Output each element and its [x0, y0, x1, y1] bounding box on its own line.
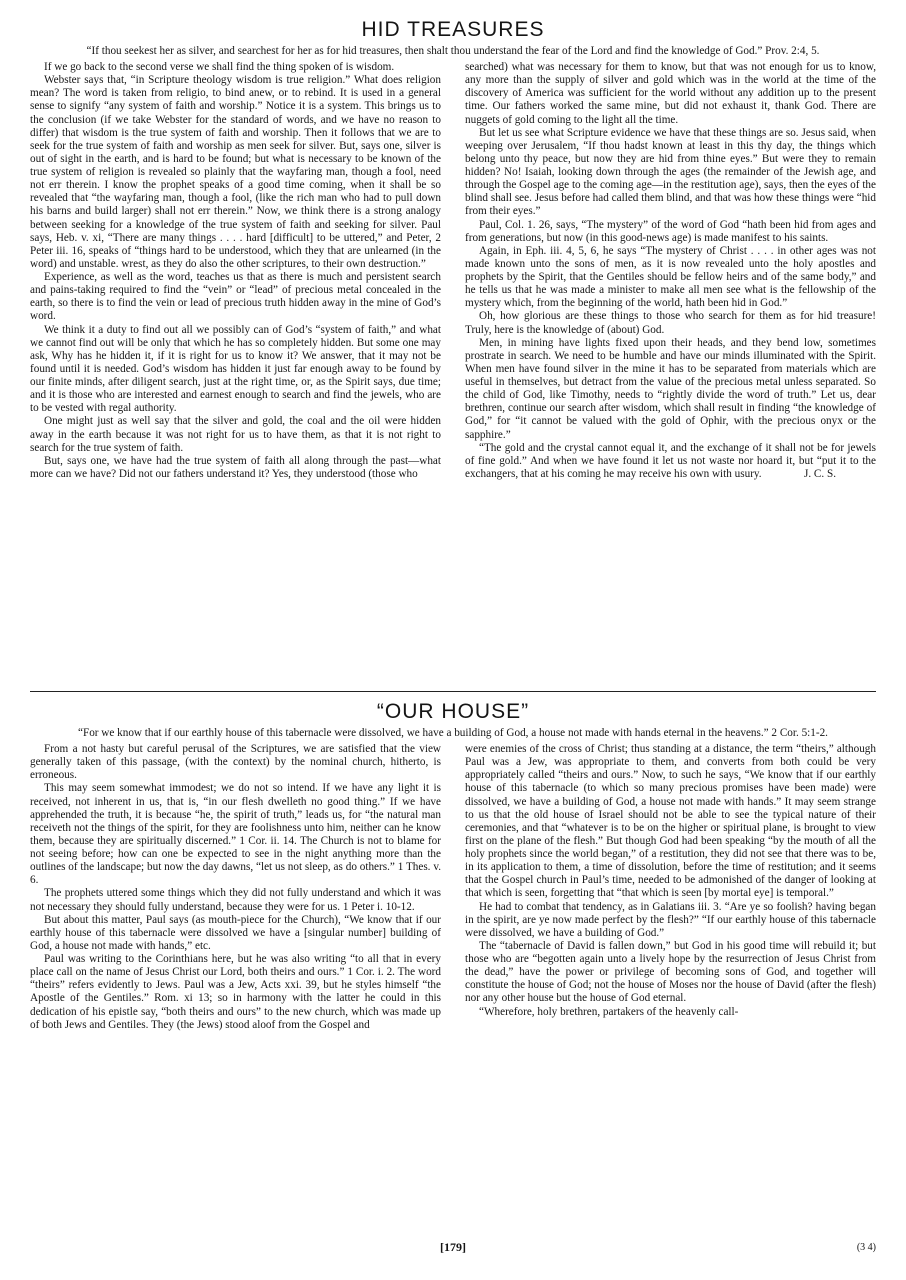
- paragraph: The “tabernacle of David is fallen down,” but God in his good time will rebuild it; but those who are “begotten again unto a lively hope by the resurrection of Jesus Christ from the dead,” have the power or privilege of becoming sons of God, and together will constitute the house of God; not the house of Moses nor the house of David (after the flesh) nor any other house but the house of God eternal.: [465, 939, 876, 1005]
- paragraph: From a not hasty but careful perusal of the Scriptures, we are satisfied that the view generally taken of this passage, (with the context) by the nominal church, hitherto, is erroneous.: [30, 743, 441, 782]
- paragraph: He had to combat that tendency, as in Galatians iii. 3. “Are ye so foolish? having began in the spirit, are ye now made perfect by the flesh?” “If our earthly house of this tabernacle were dissolved, we have a building of God.”: [465, 900, 876, 939]
- article-hid-treasures: [30, 18, 876, 689]
- paragraph: were enemies of the cross of Christ; thus standing at a distance, the term “theirs,” although Paul was a Jew, was appropriate to them, and converts from both could be very appropriately called “theirs and ours.” Now, to such he says, “We know that if our earthly house of this tabernacle (to which so many precious promises have been made) were dissolved, we have a building of God, a house not made with hands.” It may seem strange to us that the old house of Israel should not be able to see the typical nature of their ceremonies, and that “whatever is to be on the higher or spiritual plane, is brought to view first on the plane of the flesh.” But though God had been speaking “by the mouth of all the holy prophets since the world began,” of a restitution, they did not see that there was to be, in its application to them, a time of dissolution, before the time of restitution; and it seems that the Gospel church in Paul’s time, needed to be admonished of the danger of looking at that which is seen, forgetting that “that which is seen [by mortal eye] is temporal.”: [465, 743, 876, 900]
- paragraph: But, says one, we have had the true system of faith all along through the past—what more can we have? Did not our fathers understand it? Yes, they understood (those who: [30, 454, 441, 480]
- page-footer: [30, 1240, 876, 1256]
- article-epigraph: “If thou seekest her as silver, and searchest for her as for hid treasures, then shalt thou understand the fear of the Lord and find the knowledge of God.” Prov. 2:4, 5.: [86, 45, 820, 57]
- left-column: [30, 61, 441, 689]
- paragraph: Paul, Col. 1. 26, says, “The mystery” of the word of God “hath been hid from ages and from generations, but now (in this good-news age) is made manifest to his saints.: [465, 218, 876, 244]
- section-divider: [30, 691, 876, 692]
- issue-code: (3 4): [856, 1242, 876, 1253]
- paragraph: “The gold and the crystal cannot equal it, and the exchange of it shall not be for jewels of fine gold.” And when we have found it let us not waste nor hoard it, but “put it to the exchangers, that at his coming he may receive his own with usury.: [465, 441, 876, 480]
- paragraph: Paul was writing to the Corinthians here, but he was also writing “to all that in every place call on the name of Jesus Christ our Lord, both theirs and ours.” 1 Cor. i. 2. The word “theirs” refers evidently to Jews. Paul was a Jew, Acts xxi. 39, but he styles himself “the Apostle of the Gentiles.” Rom. xi 13; so in harmony with the latter he could in this dedication of his epistle say, “both theirs and ours” to the new church, which was made up of both Jews and Gentiles. They (the Jews) stood aloof from the Gospel and: [30, 953, 441, 1031]
- paragraph: The prophets uttered some things which they did not fully understand and which it was not necessary they should fully understand, because they were for us. 1 Peter i. 10-12.: [30, 887, 441, 913]
- right-column: [465, 743, 876, 1173]
- article-title: HID TREASURES: [361, 18, 545, 41]
- paragraph: searched) what was necessary for them to know, but that was not enough for us to know, any more than the supply of silver and gold which was in the world at the time of the discovery of America was sufficient for the world without any addition up to the present time. Our fathers worked the same mine, but did not exhaust it, thank God. There are nuggets of gold coming to the light all the time.: [465, 61, 876, 126]
- author-signature: J. C. S.: [803, 468, 836, 480]
- article-title: “OUR HOUSE”: [376, 700, 530, 723]
- right-column: [465, 61, 876, 689]
- paragraph: This may seem somewhat immodest; we do not so intend. If we have any light it is received, not inherent in us, that is, “in our flesh dwelleth no good thing.” If we have apprehended the truth, it is because “he, the spirit of truth,” leads us, for “the natural man receiveth not the things of the spirit, for they are foolishness unto him, neither can he know them, because they are spiritually discerned.” 1 Cor. ii. 14. The Church is not to blame for not seeing before; how can one be expected to see in the night anything more than the outlines of the landscape; but now the day dawns, “let us not sleep, as do others.” 1 Thes. v. 6.: [30, 782, 441, 887]
- paragraph: Men, in mining have lights fixed upon their heads, and they bend low, sometimes prostrate in search. We need to be humble and have our minds illuminated with the Spirit. When men have found silver in the mine it has to be separated from materials which are useful in themselves, but detract from the value of the precious metal unless separated. So the child of God, like Timothy, needs to “rightly divide the word of truth.” Let us, dear brethren, continue our search after wisdom, which shall result in finding “the knowledge of God,” for “it cannot be valued with the gold of Ophir, with the precious onyx or the sapphire.”: [465, 336, 876, 441]
- paragraph: Oh, how glorious are these things to those who search for them as for hid treasure! Truly, here is the knowledge of (about) God.: [465, 310, 876, 336]
- paragraph: Webster says that, “in Scripture theology wisdom is true religion.” What does religion mean? The word is taken from religio, to bind anew, or to rebind. It is used in a general sense to signify “any system of faith and worship.” Notice it is a system. This brings us to the conclusion (if we take Webster for the standard of words, and we have no reason to differ) that wisdom is the true system of faith and worship. Then it follows that we are to seek for the true system of faith and worship as men seek for silver. But, says one, silver is out of sight in the earth, and is hard to be found; but what is necessary to be known of the true system of religion is revealed so plainly that the wayfaring man, though a fool, need not err therein. I know the prophet speaks of a good time coming, when it shall be so revealed that “the wayfaring man, though a fool, (like the rich man who had to pull down his barns and build larger) shall not err therein.” Now, we think there is a strong analogy between seeking for a knowledge of the true system of faith and seeking for silver. Paul says, Heb. v. xi, “There are many things . . . . hard [difficult] to be uttered,” and Peter, 2 Peter iii. 16, speaks of “things hard to be understood, which they that are unlearned (in the word) and unstable. wrest, as they do also the other scriptures, to their own destruction.”: [30, 74, 441, 270]
- left-column: [30, 743, 441, 1173]
- paragraph: But about this matter, Paul says (as mouth-piece for the Church), “We know that if our earthly house of this tabernacle were dissolved we have a [singular number] building of God, a house not made with hands,” etc.: [30, 913, 441, 952]
- paragraph: Again, in Eph. iii. 4, 5, 6, he says “The mystery of Christ . . . . in other ages was not made known unto the sons of men, as it is now revealed unto the holy apostles and prophets by the Spirit, that the Gentiles should be fellow heirs and of the same body,” and he tells us that he was made a minister to make all men see what is the fellowship of the mystery which, from the beginning of the world, hath been hid in God.”: [465, 244, 876, 310]
- article-our-house: [30, 700, 876, 1173]
- article-epigraph: “For we know that if our earthly house of this tabernacle were dissolved, we have a building of God, a house not made with hands eternal in the heavens.” 2 Cor. 5:1-2.: [78, 727, 828, 739]
- paragraph: “Wherefore, holy brethren, partakers of the heavenly call-: [479, 1005, 739, 1018]
- paragraph: One might just as well say that the silver and gold, the coal and the oil were hidden away in the earth because it was not right for us to have them, as that it is not right to search for the true system of faith.: [30, 415, 441, 454]
- paragraph: Experience, as well as the word, teaches us that as there is much and persistent search and pains-taking required to find the “vein” or “lead” of precious metal concealed in the earth, so there is to find the vein or lead of precious truth hidden away in the mine of God’s word.: [30, 271, 441, 323]
- paragraph: If we go back to the second verse we shall find the thing spoken of is wisdom.: [44, 61, 395, 73]
- paragraph: But let us see what Scripture evidence we have that these things are so. Jesus said, when weeping over Jerusalem, “If thou hadst known at least in this thy day, the things which belong unto thy peace, but now they are hid from thine eyes.” But were they to remain hidden? No! Isaiah, looking down through the ages (the remainder of the Jewish age, and through the Gospel age to the coming age—in the restitution age), says, then the eyes of the blind shall see. Jesus before had called them blind, and that was how these things were “hid from their eyes.”: [465, 126, 876, 218]
- paragraph: We think it a duty to find out all we possibly can of God’s “system of faith,” and what we cannot find out will be only that which he has so completely hidden. But some one may ask, Why has he hidden it, if it is right for us to know it? We answer, that it may not be found until it is needed. God’s wisdom has hidden it just far enough away to be found by our finite minds, after diligent search, just at the right time, or, as the Spirit says, due time; and it is those who are interested and earnest enough to search and find the jewels, who are to be vested with regal authority.: [30, 323, 441, 415]
- newspaper-page: [30, 18, 876, 1262]
- page-number: [179]: [440, 1240, 466, 1254]
